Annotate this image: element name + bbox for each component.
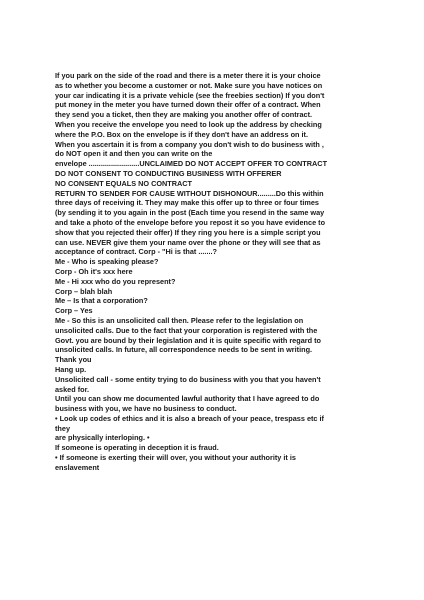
body-line: When you receive the envelope you need to look up the address by checking [55, 119, 322, 129]
body-line: DO NOT CONSENT TO CONDUCTING BUSINESS WITH OFFERER [55, 168, 282, 178]
body-line: Me – Is that a corporation? [55, 296, 148, 306]
body-line: they [55, 423, 71, 433]
body-line: Me - So this is an unsolicited call then. Please refer to the legislation on [55, 315, 304, 325]
body-line: business with you, we have no business to conduct. [55, 404, 237, 414]
body-line: they send you a ticket, then they are making you another offer of contract. [55, 110, 313, 120]
body-line: show that you rejected their offer) If they ring you here is a simple script you [55, 227, 321, 237]
body-line: envelope .........................UNCLAIMED DO NOT ACCEPT OFFER TO CONTRACT [55, 159, 328, 169]
body-line: where the P.O. Box on the envelope is if they don't have an address on it. [55, 129, 308, 139]
body-line: acceptance of contract. Corp - "Hi is that .......? [55, 247, 217, 257]
body-line: RETURN TO SENDER FOR CAUSE WITHOUT DISHONOUR.........Do this within [55, 188, 324, 198]
body-line: (by sending it to you again in the post (Each time you resend in the same way [55, 208, 325, 218]
body-line: your car indicating it is a private vehicle (see the freebies section) If you don't [55, 90, 325, 100]
body-line: can use. NEVER give them your name over the phone or they will see that as [55, 237, 321, 247]
body-line: as to whether you become a customer or not. Make sure you have notices on [55, 80, 323, 90]
body-line: Corp – Yes [55, 306, 93, 316]
body-line: unsolicited calls. Due to the fact that your corporation is registered with the [55, 325, 318, 335]
body-line: Thank you [55, 355, 92, 365]
body-line: Me - Who is speaking please? [55, 257, 159, 267]
body-line: Unsolicited call - some entity trying to do business with you that you haven't [55, 374, 321, 384]
body-line: NO CONSENT EQUALS NO CONTRACT [55, 178, 193, 188]
body-line: Corp – blah blah [55, 286, 113, 296]
body-line: If you park on the side of the road and there is a meter there it is your choice [55, 71, 321, 80]
body-line: • Look up codes of ethics and it is also a breach of your peace, trespass etc if [55, 413, 324, 423]
body-line: and take a photo of the envelope before you repost it so you have evidence to [55, 217, 326, 227]
body-line: Govt. you are bound by their legislation and it is quite specific with regard to [55, 335, 321, 345]
body-line: Hang up. [55, 364, 87, 374]
body-line: asked for. [55, 384, 90, 394]
body-line: unsolicited calls. In future, all correspondence needs to be sent in writing. [55, 345, 313, 355]
body-line: When you ascertain it is from a company you don't wish to do business with , [55, 139, 324, 149]
body-line: enslavement [55, 462, 100, 472]
body-line: are physically interloping. • [55, 433, 150, 443]
body-line: three days of receiving it. They may make this offer up to three or four times [55, 198, 319, 208]
body-line: Corp - Oh it's xxx here [55, 266, 133, 276]
body-line: do NOT open it and then you can write on the [55, 149, 213, 159]
body-line: Until you can show me documented lawful authority that I have agreed to do [55, 394, 320, 404]
body-line: put money in the meter you have turned down their offer of a contract. When [55, 100, 321, 110]
body-line: • If someone is exerting their will over, you without your authority it is [55, 453, 296, 463]
body-line: Me - Hi xxx who do you represent? [55, 276, 176, 286]
body-line: If someone is operating in deception it is fraud. [55, 443, 219, 453]
document-body [55, 71, 375, 473]
